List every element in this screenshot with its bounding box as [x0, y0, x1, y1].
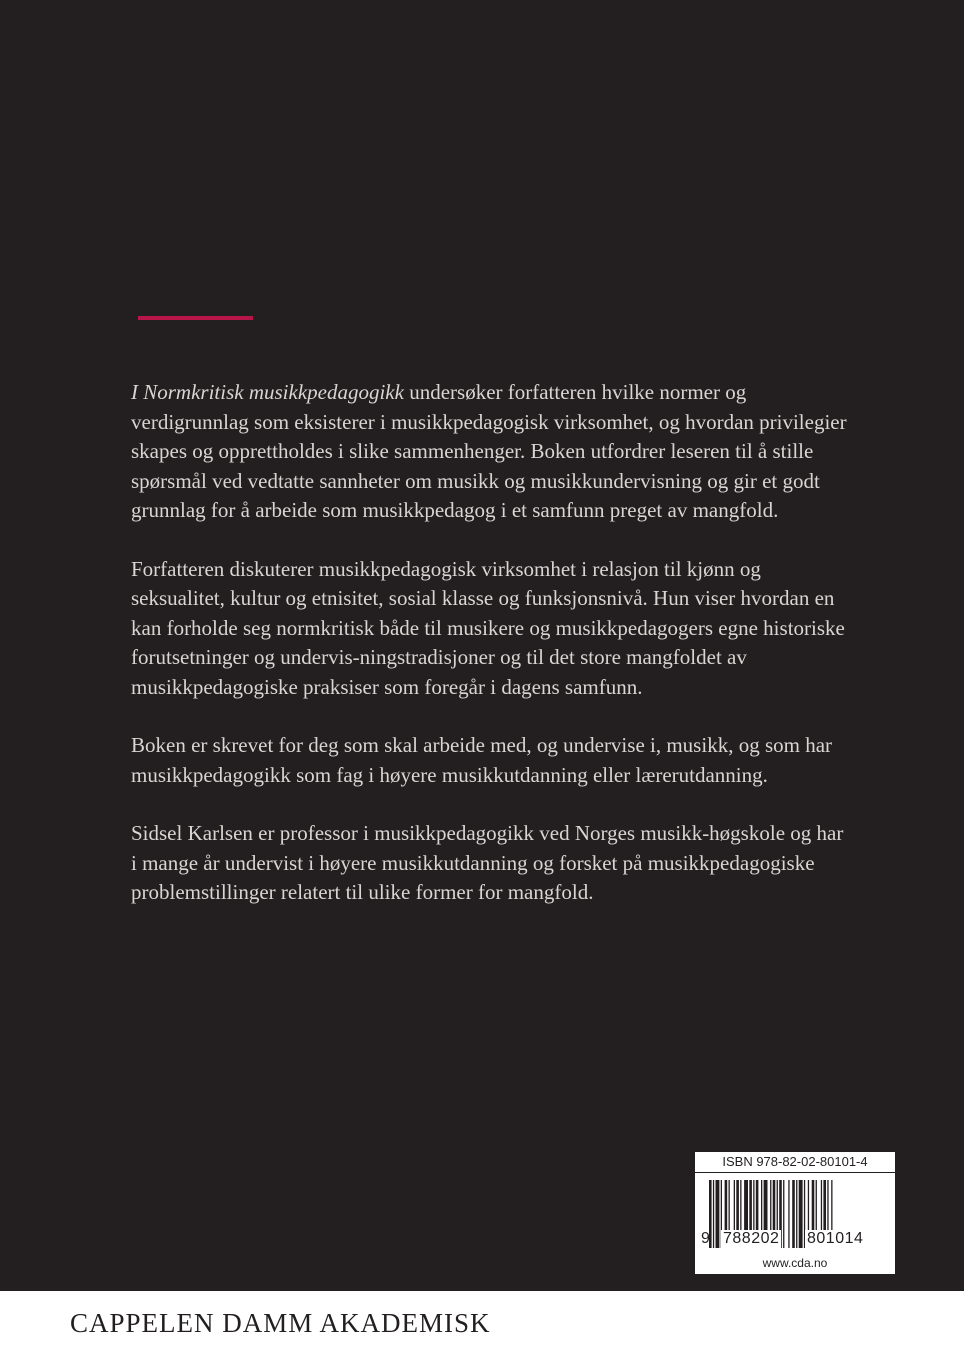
publisher-logo: CAPPELEN DAMM AKADEMISK [70, 1308, 491, 1338]
barcode-digit-first: 9 [701, 1230, 711, 1247]
blurb-paragraph-1-rest: undersøker forfatteren hvilke normer og verdigrunnlag som eksisterer i musikkpedagogisk virksomhet, og hvordan privilegier skapes og opprettholdes i slike sammenhenger. Boken utfordrer leseren til å stille spørsmål ved vedtatte sannheter om musikk og musikkundervisning og gir et godt grunnlag for å arbeide som musikkpedagog i et samfunn preget av mangfold. [131, 380, 847, 522]
barcode-digits-right: 801014 [807, 1230, 864, 1247]
publisher-website: www.cda.no [762, 1256, 828, 1270]
accent-bar [138, 316, 253, 320]
book-title-inline: I Normkritisk musikkpedagogikk [131, 380, 404, 404]
blurb-paragraph-3: Boken er skrevet for deg som skal arbeide med, og undervise i, musikk, og som har musikkpedagogikk som fag i høyere musikkutdanning eller lærerutdanning. [131, 733, 833, 787]
isbn-barcode-box [694, 1151, 896, 1275]
blurb-paragraph-1 [131, 378, 851, 526]
barcode-digits-left: 788202 [723, 1230, 780, 1247]
author-bio: Sidsel Karlsen er professor i musikkpedagogikk ved Norges musikk-høgskole og har i mange år undervist i høyere musikkutdanning og forsket på musikkpedagogiske problemstillinger relatert til ulike former for mangfold. [131, 821, 844, 904]
blurb-text [131, 378, 851, 937]
blurb-paragraph-2: Forfatteren diskuterer musikkpedagogisk virksomhet i relasjon til kjønn og seksualitet, kultur og etnisitet, sosial klasse og funksjonsnivå. Hun viser hvordan en kan forholde seg normkritisk både til musikere og musikkpedagogers egne historiske forutsetninger og undervis-ningstradisjoner og til det store mangfoldet av musikkpedagogiske praksiser som foregår i dagens samfunn. [131, 556, 845, 699]
isbn-label: ISBN 978-82-02-80101-4 [695, 1154, 895, 1173]
